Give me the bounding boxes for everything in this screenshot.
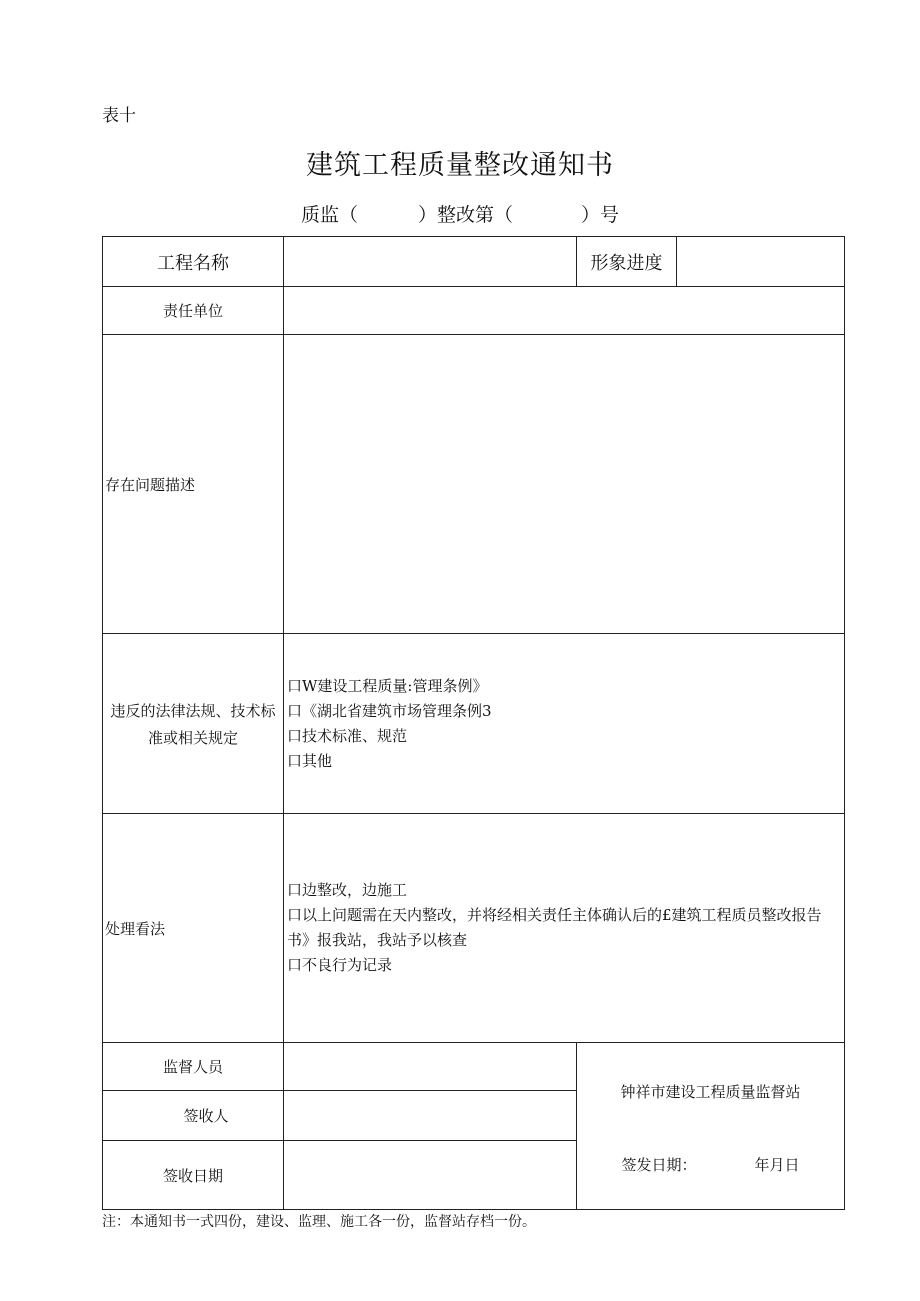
violation-option-other[interactable]: 口其他 bbox=[287, 751, 333, 770]
responsible-unit-field[interactable] bbox=[284, 287, 845, 335]
receiver-field[interactable] bbox=[284, 1091, 577, 1141]
progress-label: 形象进度 bbox=[577, 237, 677, 287]
supervisor-field[interactable] bbox=[284, 1043, 577, 1091]
table-row bbox=[103, 287, 845, 335]
document-title: 建筑工程质量整改通知书 bbox=[306, 150, 614, 181]
table-row bbox=[103, 237, 845, 287]
issue-date-value[interactable]: 年月日 bbox=[754, 1156, 800, 1174]
handling-option-rectify-within-days[interactable]: 口以上问题需在天内整改，并将经相关责任主体确认后的£建筑工程质员整改报告书》报我站，我站予以核查 bbox=[287, 906, 822, 949]
notice-number-suffix: ）号 bbox=[581, 204, 620, 226]
station-name: 钟祥市建设工程质量监督站 bbox=[620, 1083, 801, 1101]
violations-label-line2: 准或相关规定 bbox=[147, 728, 238, 747]
responsible-unit-label: 责任单位 bbox=[103, 287, 284, 335]
notice-table bbox=[102, 236, 845, 1210]
notice-number-prefix: 质监（ bbox=[300, 204, 358, 226]
table-row bbox=[103, 1043, 845, 1091]
form-label: 表十 bbox=[102, 106, 136, 126]
supervisor-label: 监督人员 bbox=[103, 1043, 284, 1091]
table-row bbox=[103, 335, 845, 634]
violations-label bbox=[103, 634, 284, 814]
project-name-field[interactable] bbox=[284, 237, 577, 287]
footer-note: 注：本通知书一式四份，建设、监理、施工各一份，监督站存档一份。 bbox=[102, 1214, 536, 1230]
violations-label-line1: 违反的法律法规、技术标 bbox=[110, 701, 276, 720]
issue-date-label: 签发日期： bbox=[621, 1156, 697, 1174]
receive-date-field[interactable] bbox=[284, 1141, 577, 1210]
notice-number-middle: ）整改第（ bbox=[417, 204, 513, 226]
issues-label: 存在问题描述 bbox=[103, 335, 284, 634]
project-name-label: 工程名称 bbox=[103, 237, 284, 287]
progress-field[interactable] bbox=[677, 237, 845, 287]
handling-option-rectify-while-building[interactable]: 口边整改，边施工 bbox=[287, 881, 408, 899]
notice-number-line bbox=[0, 200, 920, 227]
violation-option-hubei-regulation[interactable]: 口《湖北省建筑市场管理条例3 bbox=[287, 701, 492, 720]
station-stamp-area bbox=[577, 1043, 845, 1210]
issue-date-line bbox=[577, 1154, 844, 1175]
violations-options bbox=[284, 634, 845, 814]
violation-option-regulation[interactable]: 口W建设工程质量:管理条例》 bbox=[287, 676, 488, 695]
table-row bbox=[103, 814, 845, 1043]
receiver-label bbox=[103, 1091, 284, 1141]
receiver-label-text: 签收人 bbox=[183, 1107, 229, 1125]
violation-option-standards[interactable]: 口技术标准、规范 bbox=[287, 726, 408, 745]
handling-label: 处理看法 bbox=[103, 814, 284, 1043]
issues-field[interactable] bbox=[284, 335, 845, 634]
receive-date-label: 签收日期 bbox=[103, 1141, 284, 1210]
table-row bbox=[103, 634, 845, 814]
handling-option-bad-behavior-record[interactable]: 口不良行为记录 bbox=[287, 956, 393, 974]
handling-options bbox=[284, 814, 845, 1043]
